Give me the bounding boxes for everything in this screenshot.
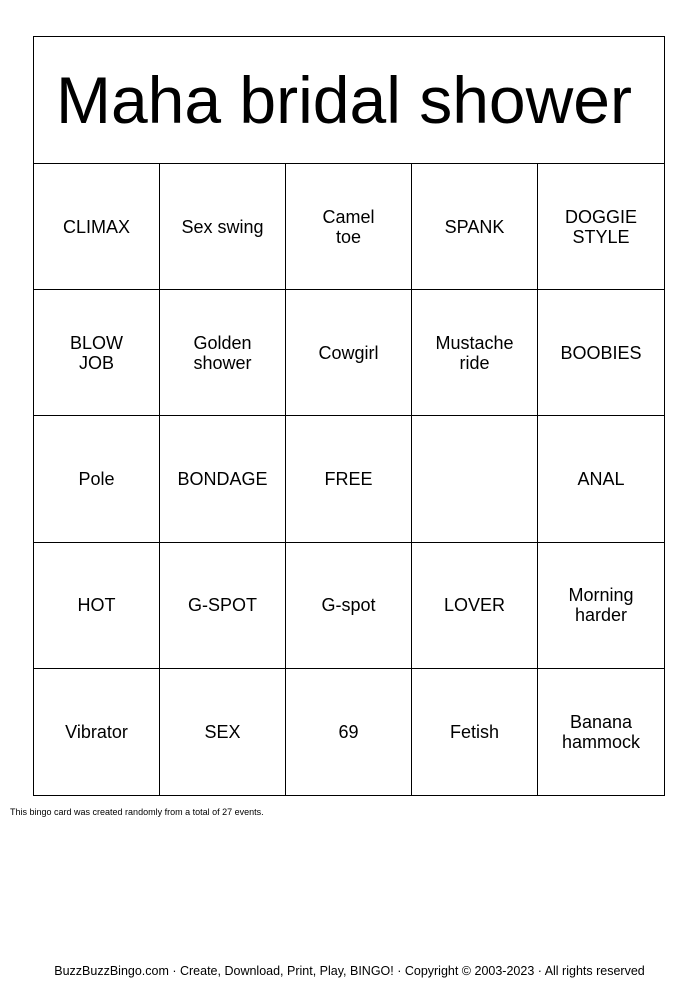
- bingo-cell: Fetish: [412, 669, 538, 795]
- bingo-cell: BOOBIES: [538, 290, 664, 416]
- bingo-cell: Camel toe: [286, 164, 412, 290]
- bingo-cell: G-SPOT: [160, 543, 286, 669]
- bingo-cell: G-spot: [286, 543, 412, 669]
- bingo-cell: Morning harder: [538, 543, 664, 669]
- title-row: [34, 37, 664, 164]
- bingo-cell: 69: [286, 669, 412, 795]
- bingo-grid: [34, 164, 664, 795]
- bingo-cell: Golden shower: [160, 290, 286, 416]
- bingo-cell: LOVER: [412, 543, 538, 669]
- bingo-cell: HOT: [34, 543, 160, 669]
- card-generation-note: This bingo card was created randomly from a total of 27 events.: [10, 807, 264, 817]
- bingo-cell: Cowgirl: [286, 290, 412, 416]
- bingo-cell: BLOW JOB: [34, 290, 160, 416]
- bingo-cell: Sex swing: [160, 164, 286, 290]
- bingo-cell: ANAL: [538, 416, 664, 542]
- bingo-cell: BONDAGE: [160, 416, 286, 542]
- bingo-cell-empty: [412, 416, 538, 542]
- bingo-cell: CLIMAX: [34, 164, 160, 290]
- bingo-cell: SEX: [160, 669, 286, 795]
- free-space-cell: FREE: [286, 416, 412, 542]
- bingo-cell: DOGGIE STYLE: [538, 164, 664, 290]
- bingo-cell: Vibrator: [34, 669, 160, 795]
- bingo-cell: Mustache ride: [412, 290, 538, 416]
- bingo-cell: Pole: [34, 416, 160, 542]
- page-footer: BuzzBuzzBingo.com · Create, Download, Print, Play, BINGO! · Copyright © 2003-2023 · All rights reserved: [54, 964, 645, 978]
- card-title: Maha bridal shower: [56, 63, 632, 137]
- bingo-cell: Banana hammock: [561, 711, 641, 752]
- bingo-cell: SPANK: [412, 164, 538, 290]
- bingo-card: [33, 36, 665, 796]
